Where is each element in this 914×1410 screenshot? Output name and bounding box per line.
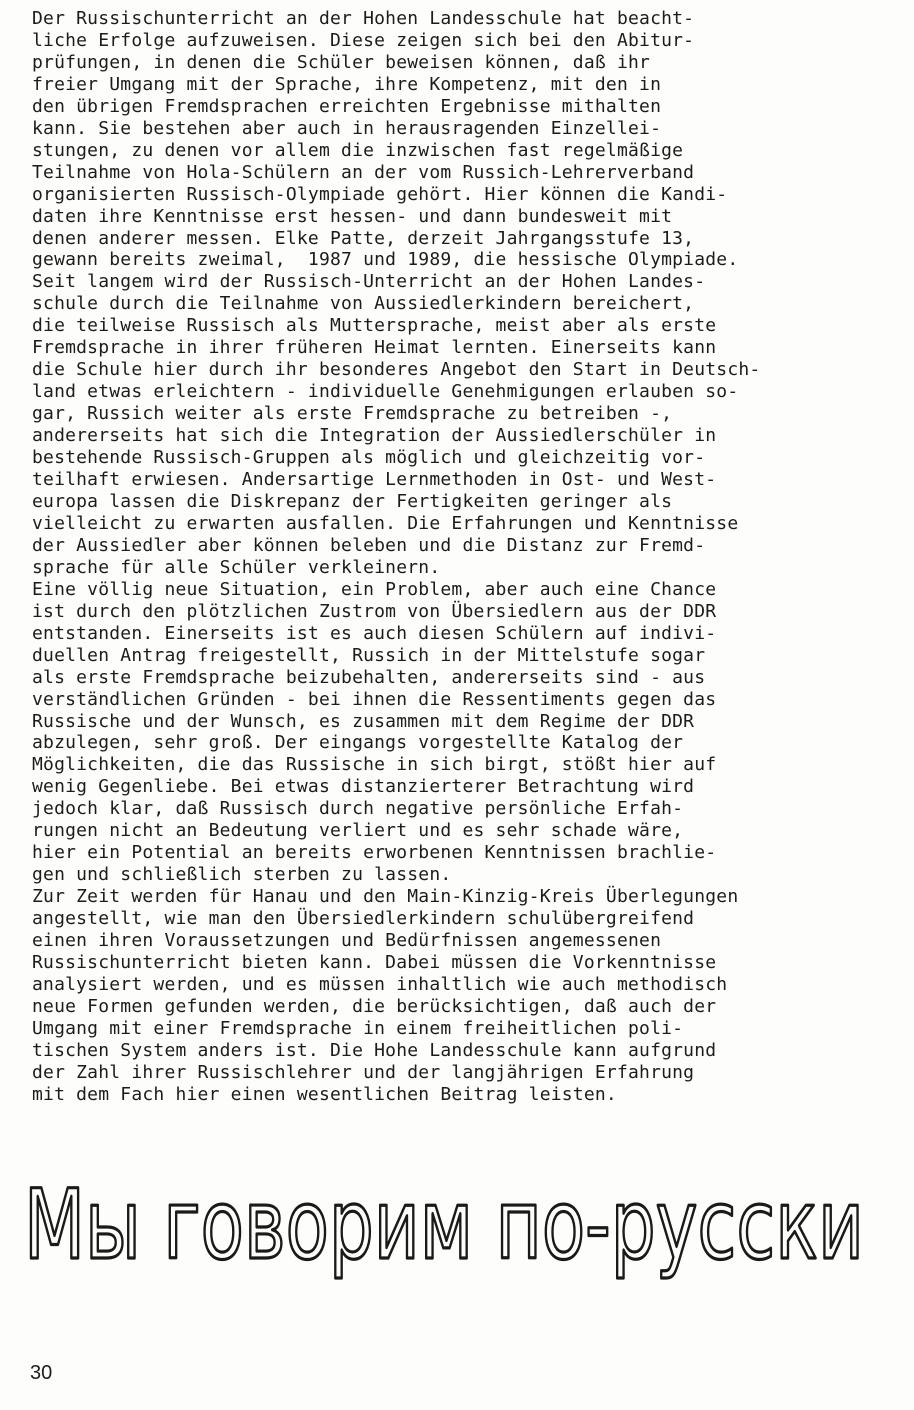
text-line: als erste Fremdsprache beizubehalten, andererseits sind - aus [32,666,706,688]
text-line: daten ihre Kenntnisse erst hessen- und dann bundesweit mit [32,205,673,227]
text-line: denen anderer messen. Elke Patte, derzeit Jahrgangsstufe 13, [32,227,695,249]
text-line: prüfungen, in denen die Schüler beweisen können, daß ihr [32,51,651,73]
text-line: den übrigen Fremdsprachen erreichten Ergebnisse mithalten [32,95,662,117]
text-line: andererseits hat sich die Integration der Aussiedlerschüler in [32,425,717,447]
text-line: hier ein Potential an bereits erworbenen Kenntnissen brachlie- [32,842,717,864]
text-line: land etwas erleichtern - individuelle Genehmigungen erlauben so- [32,381,739,403]
handwritten-russian-heading [24,1150,884,1320]
text-line: gen und schließlich sterben zu lassen. [32,864,452,886]
text-line: mit dem Fach hier einen wesentlichen Beitrag leisten. [32,1083,617,1105]
text-line: angestellt, wie man den Übersiedlerkindern schulübergreifend [32,908,695,930]
text-line: wenig Gegenliebe. Bei etwas distanzierterer Betrachtung wird [32,776,695,798]
text-line: Zur Zeit werden für Hanau und den Main-Kinzig-Kreis Überlegungen [32,886,739,908]
text-line: gar, Russich weiter als erste Fremdsprache zu betreiben -, [32,403,673,425]
text-line: bestehende Russisch-Gruppen als möglich und gleichzeitig vor- [32,447,706,469]
page-number: 30 [30,1362,53,1384]
text-line: Teilnahme von Hola-Schülern an der vom Russich-Lehrerverband [32,161,695,183]
text-line: sprache für alle Schüler verkleinern. [32,556,441,578]
handwritten-heading-text: Мы говорим по-русски [24,1169,864,1281]
text-line: tischen System anders ist. Die Hohe Landesschule kann aufgrund [32,1039,717,1061]
text-line: Fremdsprache in ihrer früheren Heimat lernten. Einerseits kann [32,337,717,359]
text-line: abzulegen, sehr groß. Der eingangs vorgestellte Katalog der [32,732,684,754]
text-line: europa lassen die Diskrepanz der Fertigkeiten geringer als [32,490,673,512]
text-line: organisierten Russisch-Olympiade gehört. Hier können die Kandi- [32,183,728,205]
text-line: die Schule hier durch ihr besonderes Angebot den Start in Deutsch- [32,359,761,381]
text-line: der Zahl ihrer Russischlehrer und der langjährigen Erfahrung [32,1061,695,1083]
text-line: rungen nicht an Bedeutung verliert und es sehr schade wäre, [32,820,684,842]
text-line: liche Erfolge aufzuweisen. Diese zeigen sich bei den Abitur- [32,29,695,51]
text-line: schule durch die Teilnahme von Aussiedlerkindern bereichert, [32,293,695,315]
text-line: die teilweise Russisch als Muttersprache, meist aber als erste [32,315,717,337]
text-line: freier Umgang mit der Sprache, ihre Kompetenz, mit den in [32,73,662,95]
text-line: stungen, zu denen vor allem die inzwischen fast regelmäßige [32,139,684,161]
text-line: vielleicht zu erwarten ausfallen. Die Erfahrungen und Kenntnisse [32,512,739,534]
text-line: der Aussiedler aber können beleben und die Distanz zur Fremd- [32,534,706,556]
text-line: Der Russischunterricht an der Hohen Landesschule hat beacht- [32,8,695,29]
text-line: Russischunterricht bieten kann. Dabei müssen die Vorkenntnisse [32,951,717,973]
text-line: gewann bereits zweimal, 1987 und 1989, die hessische Olympiade. [32,249,739,271]
text-line: duellen Antrag freigestellt, Russich in der Mittelstufe sogar [32,644,706,666]
text-line: Möglichkeiten, die das Russische in sich birgt, stößt hier auf [32,754,717,776]
text-line: neue Formen gefunden werden, die berücksichtigen, daß auch der [32,995,717,1017]
text-line: Seit langem wird der Russisch-Unterricht an der Hohen Landes- [32,271,706,293]
text-line: Eine völlig neue Situation, ein Problem, aber auch eine Chance [32,578,717,600]
text-line: einen ihren Voraussetzungen und Bedürfnissen angemessenen [32,930,662,952]
text-line: Umgang mit einer Fremdsprache in einem freiheitlichen poli- [32,1017,684,1039]
text-line: teilhaft erwiesen. Andersartige Lernmethoden in Ost- und West- [32,469,717,491]
text-line: entstanden. Einerseits ist es auch diesen Schülern auf indivi- [32,622,717,644]
text-line: verständlichen Gründen - bei ihnen die Ressentiments gegen das [32,688,717,710]
text-line: analysiert werden, und es müssen inhaltlich wie auch methodisch [32,973,728,995]
text-line: Russische und der Wunsch, es zusammen mit dem Regime der DDR [32,710,695,732]
text-line: ist durch den plötzlichen Zustrom von Übersiedlern aus der DDR [32,600,717,622]
text-line: jedoch klar, daß Russisch durch negative persönliche Erfah- [32,798,684,820]
article-body [32,8,892,1106]
text-line: kann. Sie bestehen aber auch in herausragenden Einzellei- [32,117,662,139]
